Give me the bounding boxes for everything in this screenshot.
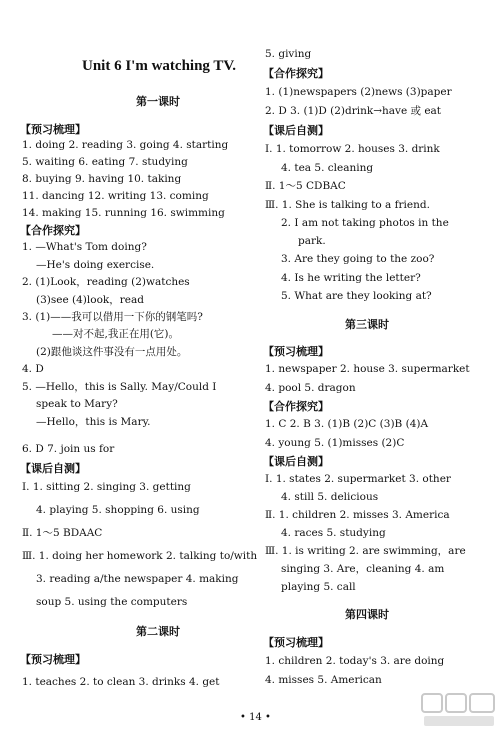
lesson-1-heading: 第一课时 (136, 95, 180, 108)
preview-line: 1. children 2. today's 3. are doing (265, 655, 445, 667)
watermark-logo-icon (420, 690, 498, 730)
section-preview-3: 【预习梳理】 (263, 345, 329, 358)
section-preview-4: 【预习梳理】 (263, 636, 329, 649)
coop-line: —He's doing exercise. (36, 259, 155, 271)
coop-line: 2. D 3. (1)D (2)drink→have 或 eat (265, 105, 442, 117)
test-line: park. (298, 235, 326, 247)
coop-line: ——对不起,我正在用(它)。 (52, 328, 180, 340)
section-preview-1: 【预习梳理】 (20, 123, 86, 136)
preview-line: 5. waiting 6. eating 7. studying (22, 156, 188, 168)
lesson-3-heading: 第三课时 (345, 318, 389, 331)
coop-line: 1. (1)newspapers (2)news (3)paper (265, 86, 452, 98)
test-line: soup 5. using the computers (36, 596, 188, 608)
test-line: Ⅲ. 1. is writing 2. are swimming，are (265, 545, 466, 557)
test-line: 3. reading a/the newspaper 4. making (36, 573, 239, 585)
test-line: Ⅰ. 1. tomorrow 2. houses 3. drink (265, 143, 440, 155)
test-line: 3. Are they going to the zoo? (281, 253, 435, 265)
coop-line: —Hello，this is Mary. (36, 416, 151, 428)
coop-line: 4. young 5. (1)misses (2)C (265, 437, 405, 449)
test-line: 4. still 5. delicious (281, 491, 379, 503)
coop-line: 6. D 7. join us for (22, 443, 115, 455)
coop-line: 4. D (22, 363, 44, 375)
preview-line: 1. newspaper 2. house 3. supermarket (265, 363, 470, 375)
test-line: Ⅲ. 1. She is talking to a friend. (265, 199, 430, 211)
preview-line: 4. misses 5. American (265, 674, 382, 686)
section-preview-2: 【预习梳理】 (20, 653, 86, 666)
unit-title: Unit 6 I'm watching TV. (82, 58, 237, 74)
section-test-3: 【课后自测】 (263, 455, 329, 468)
preview-line: 14. making 15. running 16. swimming (22, 207, 225, 219)
page-number: • 14 • (240, 712, 271, 723)
test-line: Ⅰ. 1. states 2. supermarket 3. other (265, 473, 451, 485)
test-line: 2. I am not taking photos in the (281, 217, 449, 229)
coop-line: speak to Mary? (36, 398, 118, 410)
coop-line: 1. C 2. B 3. (1)B (2)C (3)B (4)A (265, 418, 429, 430)
test-line: Ⅱ. 1. children 2. misses 3. America (265, 509, 450, 521)
section-coop-3: 【合作探究】 (263, 400, 329, 413)
coop-line: 2. (1)Look，reading (2)watches (22, 276, 190, 288)
section-test-2: 【课后自测】 (263, 124, 329, 137)
test-line: Ⅱ. 1～5 CDBAC (265, 180, 346, 192)
coop-line: 5. —Hello，this is Sally. May/Could I (22, 381, 217, 393)
preview-line: 1. teaches 2. to clean 3. drinks 4. get (22, 676, 220, 688)
test-line: 4. races 5. studying (281, 527, 386, 539)
coop-line: (2)跟他谈这件事没有一点用处。 (36, 346, 188, 358)
test-line: Ⅰ. 1. sitting 2. singing 3. getting (22, 481, 191, 493)
test-line: Ⅲ. 1. doing her homework 2. talking to/with (22, 550, 258, 562)
test-line: Ⅱ. 1～5 BDAAC (22, 527, 103, 539)
test-line: 4. Is he writing the letter? (281, 272, 421, 284)
lesson-4-heading: 第四课时 (345, 608, 389, 621)
section-test-1: 【课后自测】 (20, 462, 86, 475)
preview-line: 1. doing 2. reading 3. going 4. starting (22, 139, 229, 151)
preview-line: 4. pool 5. dragon (265, 382, 356, 394)
section-coop-1: 【合作探究】 (20, 224, 86, 237)
test-line: 4. playing 5. shopping 6. using (36, 504, 200, 516)
test-line: playing 5. call (281, 581, 356, 593)
test-line: singing 3. Are，cleaning 4. am (281, 563, 445, 575)
answer-line: 5. giving (265, 48, 312, 60)
coop-line: 3. (1)——我可以借用一下你的钢笔吗? (22, 311, 203, 323)
coop-line: (3)see (4)look，read (36, 294, 144, 306)
preview-line: 11. dancing 12. writing 13. coming (22, 190, 209, 202)
test-line: 5. What are they looking at? (281, 290, 432, 302)
coop-line: 1. —What's Tom doing? (22, 241, 147, 253)
preview-line: 8. buying 9. having 10. taking (22, 173, 182, 185)
lesson-2-heading: 第二课时 (136, 625, 180, 638)
section-coop-2: 【合作探究】 (263, 67, 329, 80)
test-line: 4. tea 5. cleaning (281, 162, 374, 174)
